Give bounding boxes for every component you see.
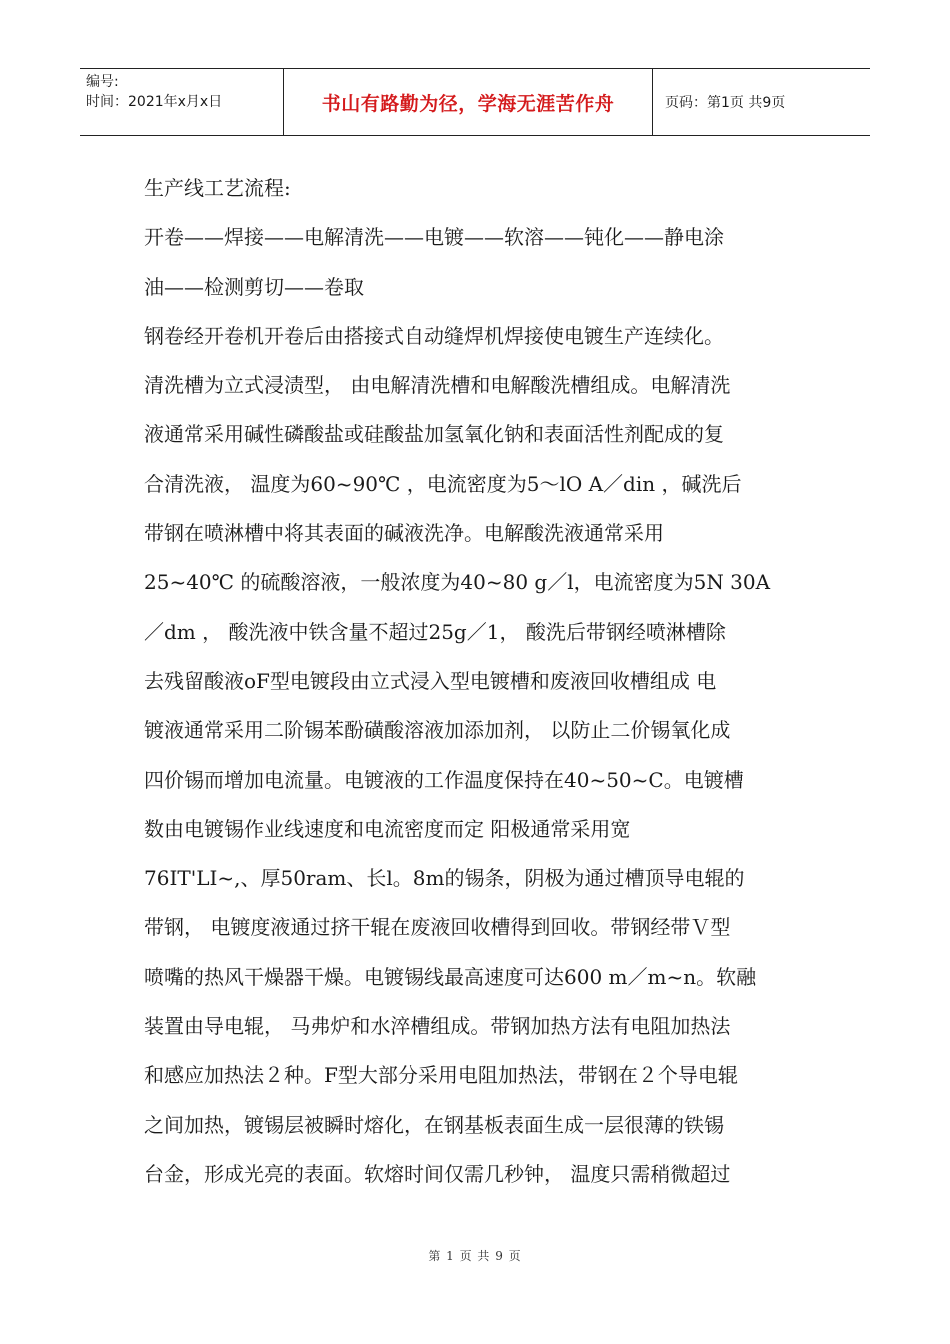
body-line: ／dm ， 酸洗液中铁含量不超过25g／1， 酸洗后带钢经喷淋槽除 [144,619,726,644]
header-motto: 书山有路勤为径，学海无涯苦作舟 [283,69,653,135]
header-page-info: 页码：第1页 共9页 [665,95,786,111]
body-line: 76IT'LI~,、厚50ram、长l。8m的锡条，阴极为通过槽顶导电辊的 [144,866,745,891]
body-line: 带钢在喷淋槽中将其表面的碱液洗净。电解酸洗液通常采用 [144,521,664,546]
body-line: 清洗槽为立式浸渍型， 由电解清洗槽和电解酸洗槽组成。电解清洗 [144,373,731,398]
body-line: 25~40℃ 的硫酸溶液，一般浓度为40~80 g／l，电流密度为5N 30A [144,570,771,595]
document-number-label: 编号: [86,74,119,90]
body-line: 开卷——焊接——电解清洗——电镀——软溶——钝化——静电涂 [144,225,724,250]
page-footer: 第 1 页 共 9 页 [428,1249,522,1263]
document-body [144,164,806,1199]
body-line: 生产线工艺流程: [144,176,291,200]
body-line: 带钢， 电镀度液通过挤干辊在废液回收槽得到回收。带钢经带Ｖ型 [144,915,731,940]
body-line: 去残留酸液oF型电镀段由立式浸入型电镀槽和废液回收槽组成 电 [144,668,717,693]
body-line: 液通常采用碱性磷酸盐或硅酸盐加氢氧化钠和表面活性剂配成的复 [144,422,724,447]
body-line: 台金，形成光亮的表面。软熔时间仅需几秒钟， 温度只需稍微超过 [144,1161,731,1186]
body-line: 数由电镀锡作业线速度和电流密度而定 阳极通常采用宽 [144,816,631,841]
body-line: 之间加热，镀锡层被瞬时熔化，在钢基板表面生成一层很薄的铁锡 [144,1112,724,1137]
body-line: 油——检测剪切——卷取 [144,274,364,299]
header-meta [80,69,283,135]
body-line: 和感应加热法２种。F型大部分采用电阻加热法，带钢在２个导电辊 [144,1063,738,1088]
page-header [80,68,870,136]
body-line: 钢卷经开卷机开卷后由搭接式自动缝焊机焊接使电镀生产连续化。 [144,323,724,348]
body-line: 镀液通常采用二阶锡苯酚磺酸溶液加添加剂， 以防止二价锡氧化成 [144,718,731,743]
body-line: 喷嘴的热风干燥器干燥。电镀锡线最高速度可达600 m／m~n。软融 [144,964,757,989]
body-line: 合清洗液， 温度为60~90℃ ，电流密度为5～lO A／din ，碱洗后 [144,471,742,496]
body-line: 装置由导电辊， 马弗炉和水淬槽组成。带钢加热方法有电阻加热法 [144,1014,731,1039]
document-time-label: 时间：2021年x月x日 [86,94,223,110]
body-line: 四价锡而增加电流量。电镀液的工作温度保持在40~50~C。电镀槽 [144,767,744,792]
